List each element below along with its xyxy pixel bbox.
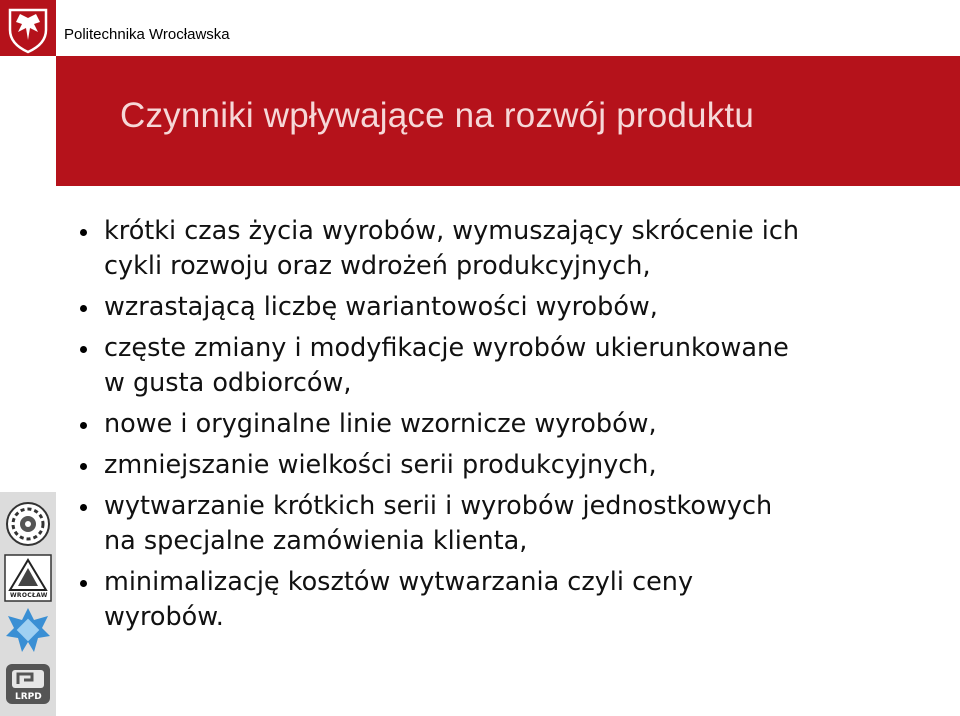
lrpd-logo-caption: LRPD bbox=[15, 692, 42, 702]
logo-strip bbox=[0, 492, 56, 716]
bullet-item bbox=[74, 214, 944, 284]
lrpd-logo-icon bbox=[4, 660, 52, 708]
bullet-item bbox=[74, 331, 944, 401]
university-logo bbox=[0, 0, 56, 56]
bullet-dot-icon bbox=[80, 580, 87, 587]
bullet-text: nowe i oryginalne linie wzornicze wyrobów, bbox=[104, 409, 657, 439]
bullet-dot-icon bbox=[80, 463, 87, 470]
bullet-list bbox=[74, 214, 944, 635]
bullet-dot-icon bbox=[80, 346, 87, 353]
bullet-dot-icon bbox=[80, 504, 87, 511]
bullet-item bbox=[74, 290, 944, 325]
bullet-dot-icon bbox=[80, 229, 87, 236]
university-name: Politechnika Wrocławska bbox=[64, 26, 230, 43]
slide-title: Czynniki wpływające na rozwój produktu bbox=[120, 96, 754, 135]
bullet-item bbox=[74, 407, 944, 442]
gear-seal-logo-icon bbox=[4, 500, 52, 548]
bullet-text: minimalizację kosztów wytwarzania czyli ceny wyrobów. bbox=[104, 567, 694, 632]
bullet-text: częste zmiany i modyfikacje wyrobów ukierunkowane w gusta odbiorców, bbox=[104, 333, 789, 398]
bullet-text: krótki czas życia wyrobów, wymuszający skrócenie ich cykli rozwoju oraz wdrożeń produkcyjnych, bbox=[104, 216, 800, 281]
bullet-item bbox=[74, 448, 944, 483]
itma-logo-caption: WROCŁAW bbox=[10, 592, 48, 599]
bullet-item bbox=[74, 489, 944, 559]
bullet-text: wzrastającą liczbę wariantowości wyrobów, bbox=[104, 292, 658, 322]
bullet-text: wytwarzanie krótkich serii i wyrobów jednostkowych na specjalne zamówienia klienta, bbox=[104, 491, 773, 556]
slide-content bbox=[74, 214, 944, 641]
bullet-item bbox=[74, 565, 944, 635]
bullet-dot-icon bbox=[80, 422, 87, 429]
blue-star-logo-icon bbox=[4, 606, 52, 654]
bullet-dot-icon bbox=[80, 305, 87, 312]
itma-wroclaw-logo-icon bbox=[4, 554, 52, 602]
bullet-text: zmniejszanie wielkości serii produkcyjnych, bbox=[104, 450, 657, 480]
eagle-emblem-icon bbox=[0, 0, 56, 56]
